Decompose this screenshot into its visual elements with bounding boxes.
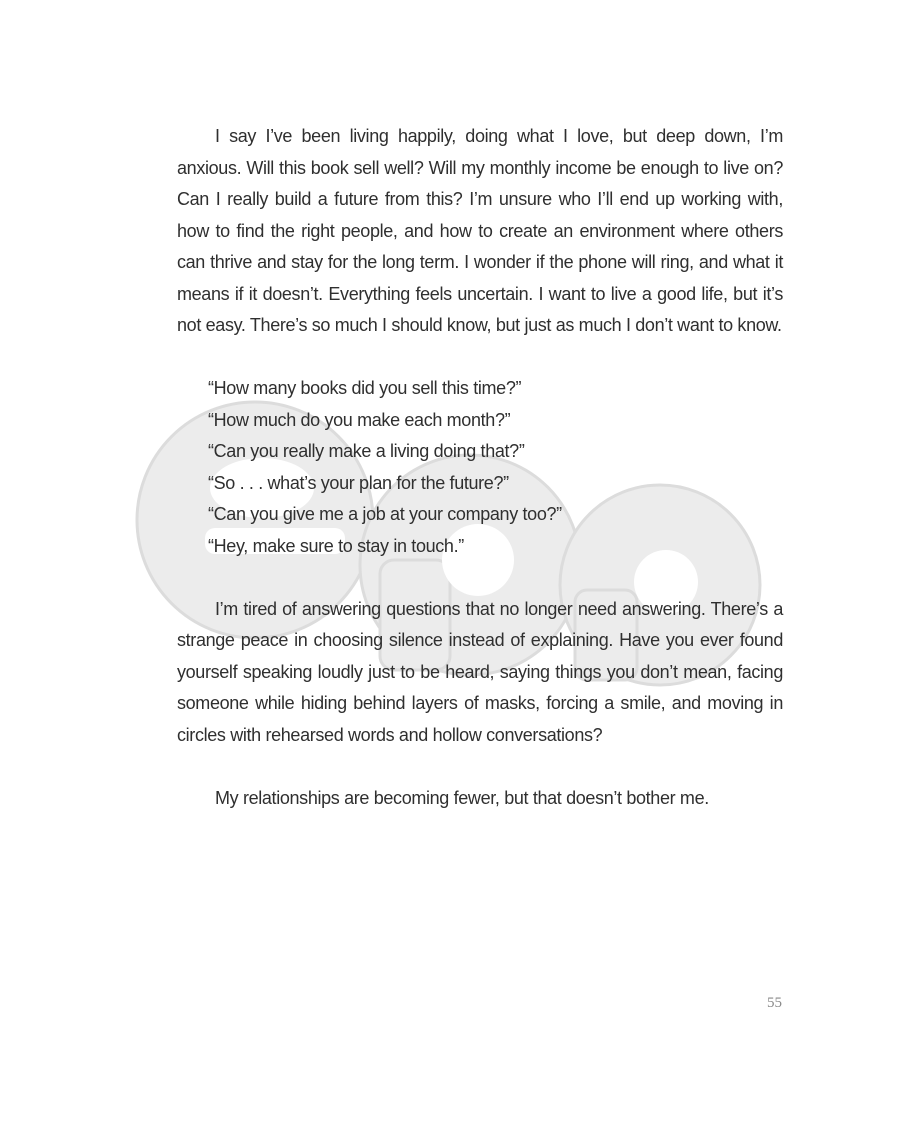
quote-line: “Hey, make sure to stay in touch.” [208,535,464,556]
paragraph-relationships: My relationships are becoming fewer, but that doesn’t bother me. [215,787,709,808]
quote-line: “How many books did you sell this time?” [208,378,522,398]
page-number: 55 [767,995,782,1011]
quote-line: “Can you really make a living doing that?” [208,441,525,461]
quote-list [177,373,783,562]
body-text [177,121,783,814]
paragraph-anxiety: I say I’ve been living happily, doing what I love, but deep down, I’m anxious. Will this book sell well? Will my monthly income be enough to live on? Can I really build a future from this? I’m unsure who I’ll end up working with, how to find the right people, and how to create an environment where others can thrive and stay for the long term. I wonder if the phone will ring, and what it means if it doesn’t. Everything feels uncertain. I want to live a good life, but it’s not easy. There’s so much I should know, but just as much I don’t want to know. [177,126,783,335]
paragraph-tired: I’m tired of answering questions that no longer need answering. There’s a strange peace in choosing silence instead of explaining. Have you ever found yourself speaking loudly just to be heard, saying things you don’t mean, facing someone while hiding behind layers of masks, forcing a smile, and moving in circles with rehearsed words and hollow conversations? [177,598,783,745]
paragraph-spacer [177,342,783,374]
paragraph-spacer [177,562,783,594]
paragraph-spacer [177,751,783,783]
quote-line: “Can you give me a job at your company too?” [208,504,562,524]
quote-line: “How much do you make each month?” [208,409,511,430]
quote-line: “So . . . what’s your plan for the future?” [208,472,509,493]
